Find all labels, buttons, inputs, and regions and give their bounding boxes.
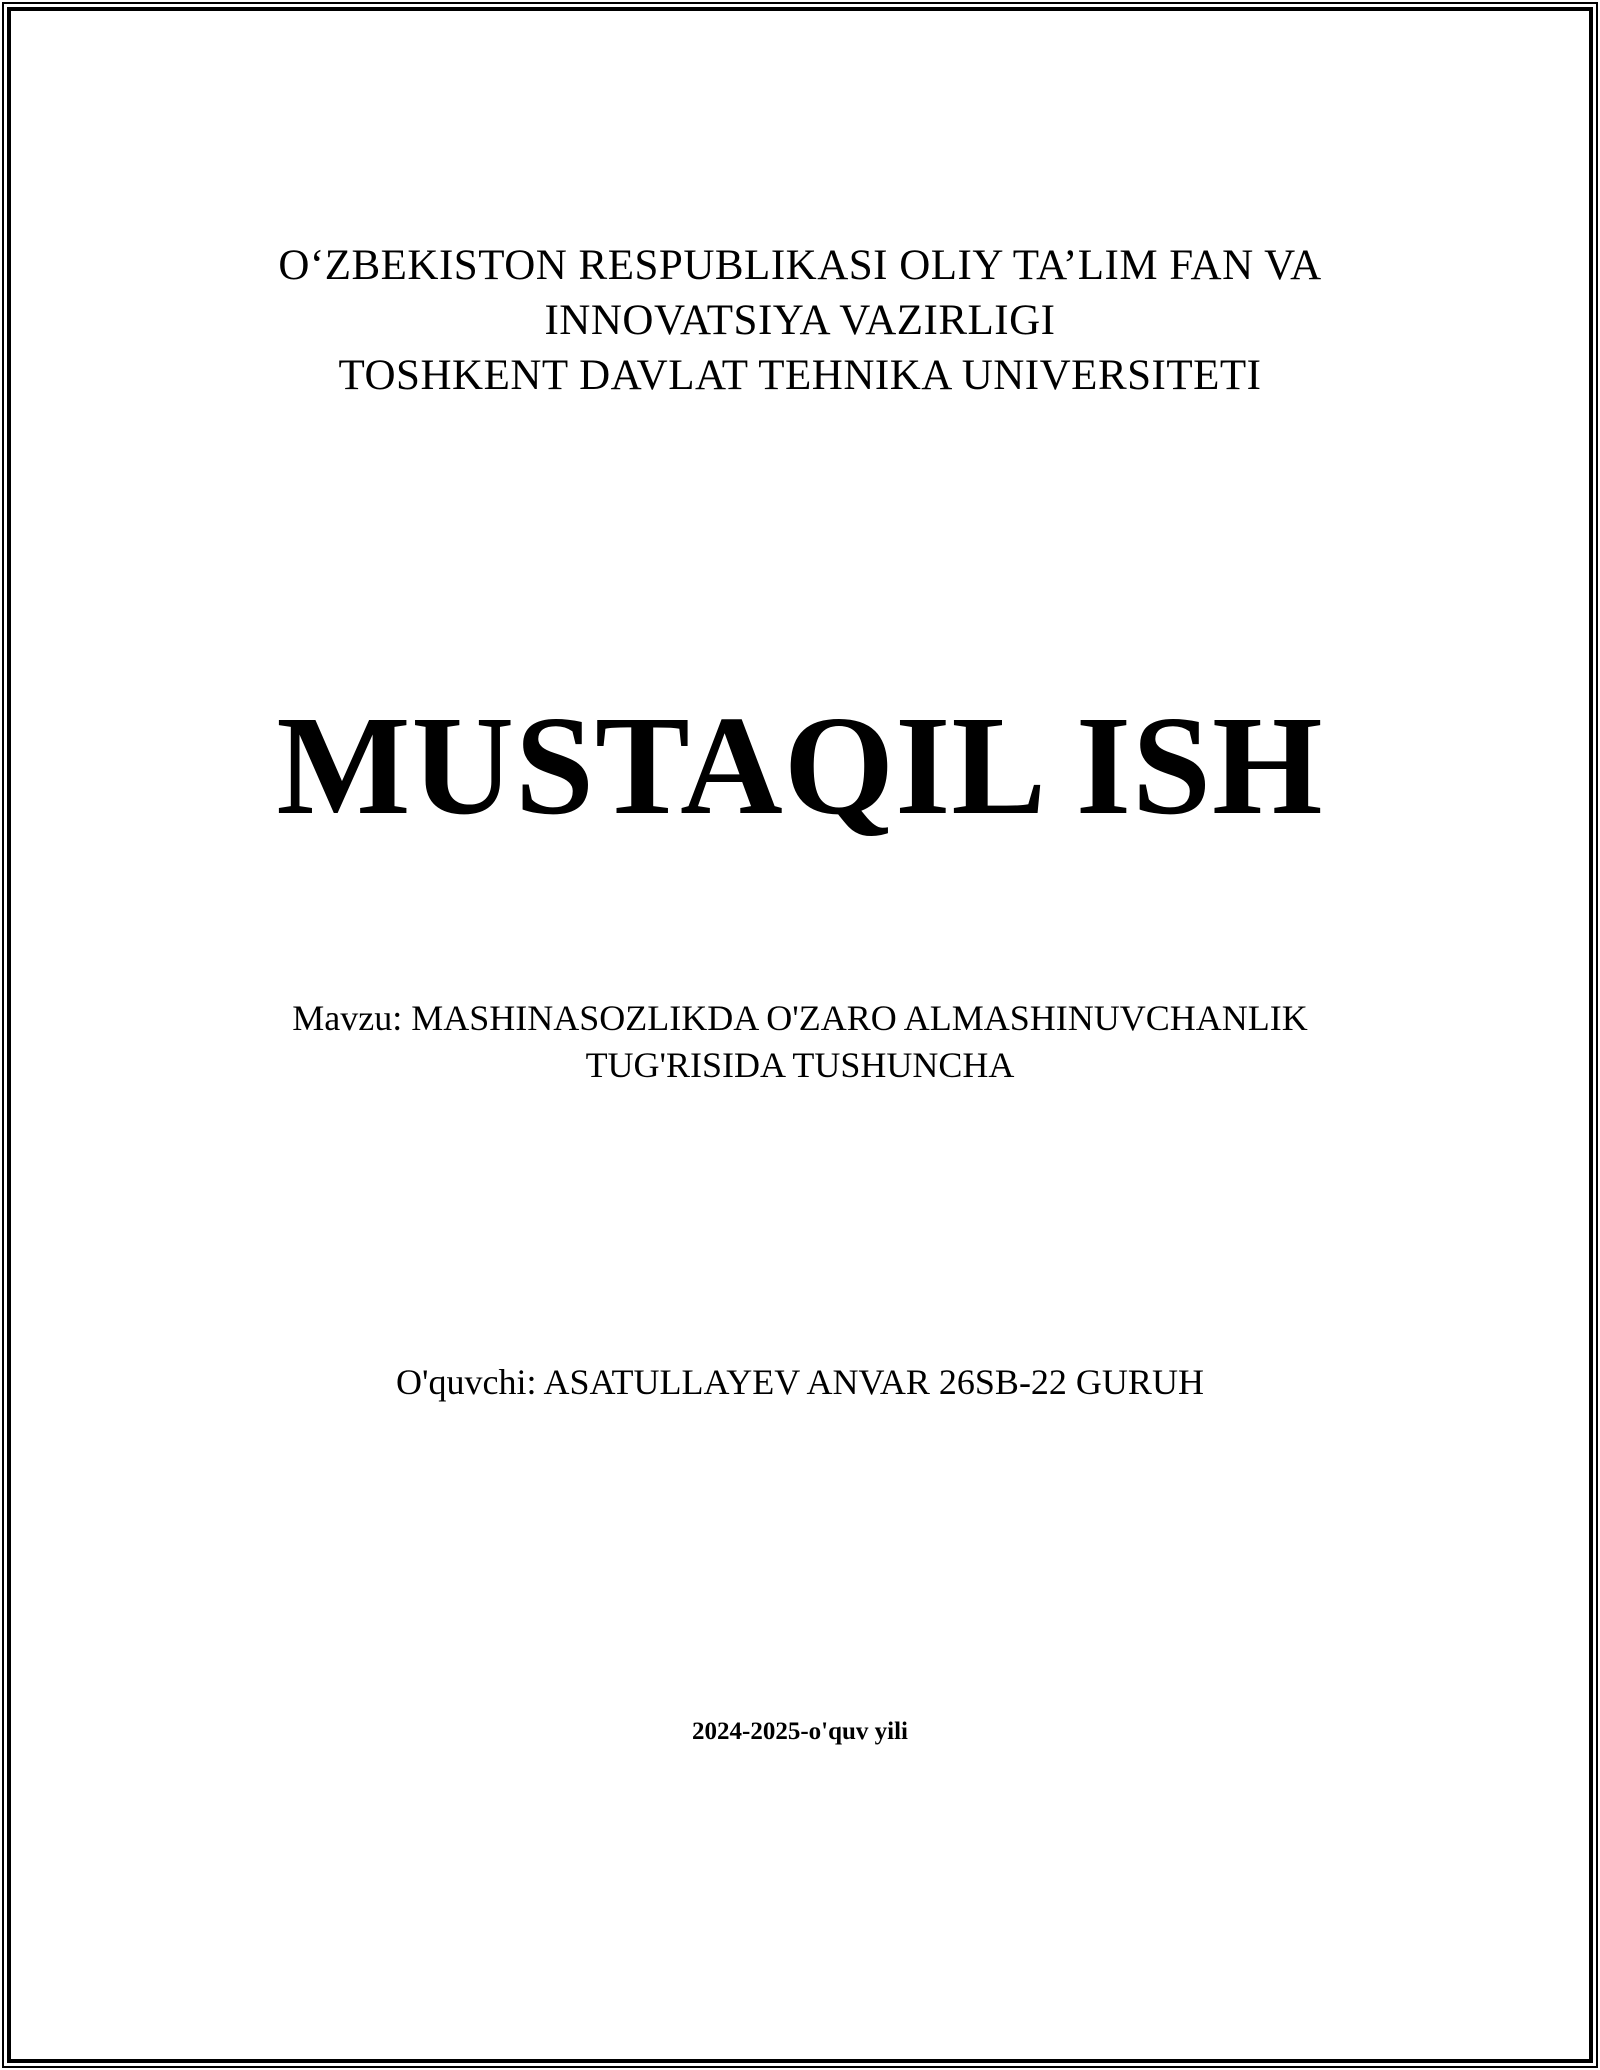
ministry-header-line-1: OʻZBEKISTON RESPUBLIKASI OLIY TA’LIM FAN VA bbox=[278, 242, 1322, 289]
student-line: O'quvchi: ASATULLAYEV ANVAR 26SB-22 GURUH bbox=[396, 1362, 1204, 1402]
document-title: MUSTAQIL ISH bbox=[276, 686, 1324, 844]
topic-line-1: Mavzu: MASHINASOZLIKDA O'ZARO ALMASHINUVCHANLIK bbox=[292, 998, 1308, 1038]
ministry-header-line-2: INNOVATSIYA VAZIRLIGI bbox=[544, 297, 1056, 344]
ministry-header bbox=[40, 238, 1560, 403]
topic-block bbox=[40, 995, 1560, 1089]
academic-year: 2024-2025-o'quv yili bbox=[692, 1718, 908, 1745]
university-name-line: TOSHKENT DAVLAT TEHNIKA UNIVERSITETI bbox=[338, 352, 1262, 399]
topic-line-2: TUG'RISIDA TUSHUNCHA bbox=[585, 1045, 1015, 1085]
